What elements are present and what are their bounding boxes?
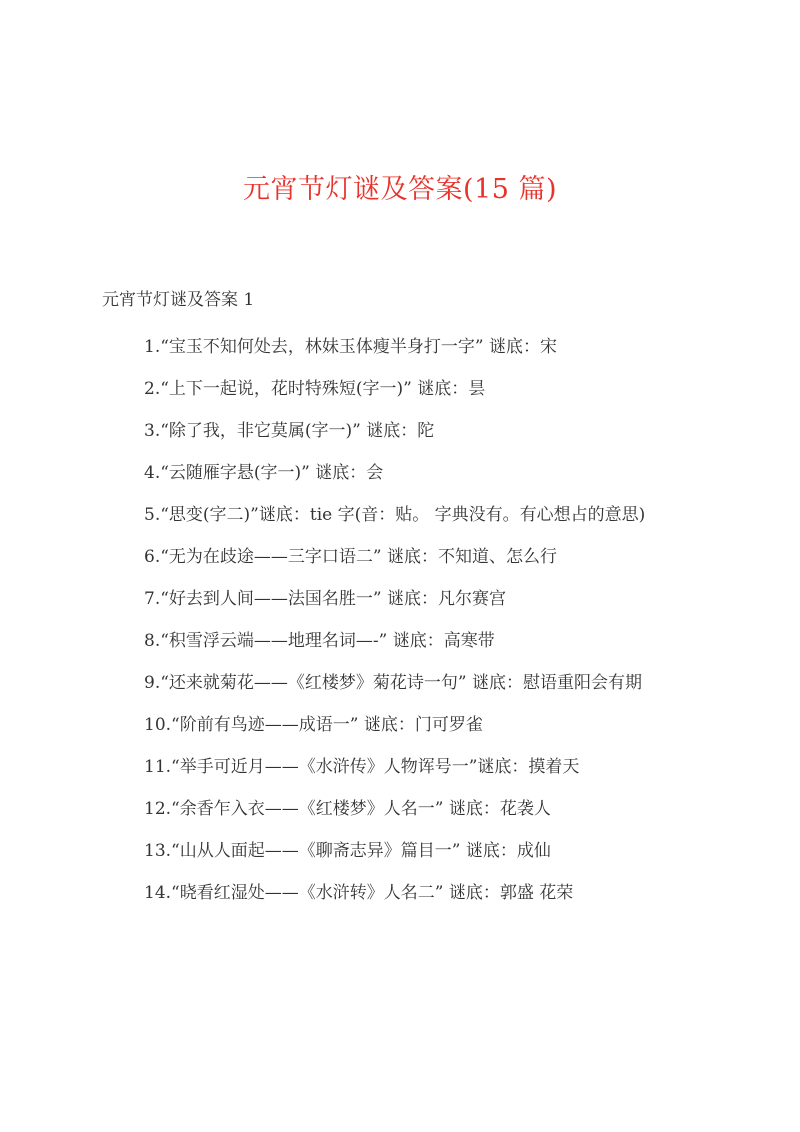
page-title: 元宵节灯谜及答案(15 篇) — [242, 174, 557, 205]
riddle-list — [102, 326, 702, 914]
riddle-item-1: 1.“宝玉不知何处去，林妹玉体瘦半身打一字” 谜底：宋 — [144, 337, 558, 357]
riddle-item-9: 9.“还来就菊花——《红楼梦》菊花诗一句” 谜底：慰语重阳会有期 — [144, 673, 643, 693]
riddle-item-6: 6.“无为在歧途——三字口语二” 谜底：不知道、怎么行 — [144, 547, 558, 567]
riddle-item-10: 10.“阶前有鸟迹——成语一” 谜底：门可罗雀 — [144, 715, 483, 735]
section-heading: 元宵节灯谜及答案 1 — [102, 290, 255, 310]
riddle-item-3: 3.“除了我，非它莫属(字一)” 谜底：陀 — [144, 421, 435, 441]
riddle-item-14: 14.“晓看红湿处——《水浒转》人名二” 谜底：郭盛 花荣 — [144, 883, 574, 903]
riddle-item-11: 11.“举手可近月——《水浒传》人物诨号一”谜底：摸着天 — [144, 757, 580, 777]
riddle-item-8: 8.“积雪浮云端——地理名词—-” 谜底：高寒带 — [144, 631, 495, 651]
riddle-item-13: 13.“山从人面起——《聊斋志异》篇目一” 谜底：成仙 — [144, 841, 551, 861]
riddle-item-12: 12.“余香乍入衣——《红楼梦》人名一” 谜底：花袭人 — [144, 799, 551, 819]
riddle-item-4: 4.“云随雁字悬(字一)” 谜底：会 — [144, 463, 384, 483]
riddle-item-5: 5.“思变(字二)”谜底：tie 字(音：贴。 字典没有。有心想占的意思) — [144, 505, 646, 525]
riddle-item-2: 2.“上下一起说，花时特殊短(字一)” 谜底：昙 — [144, 379, 486, 399]
riddle-item-7: 7.“好去到人间——法国名胜一” 谜底：凡尔赛宫 — [144, 589, 507, 609]
